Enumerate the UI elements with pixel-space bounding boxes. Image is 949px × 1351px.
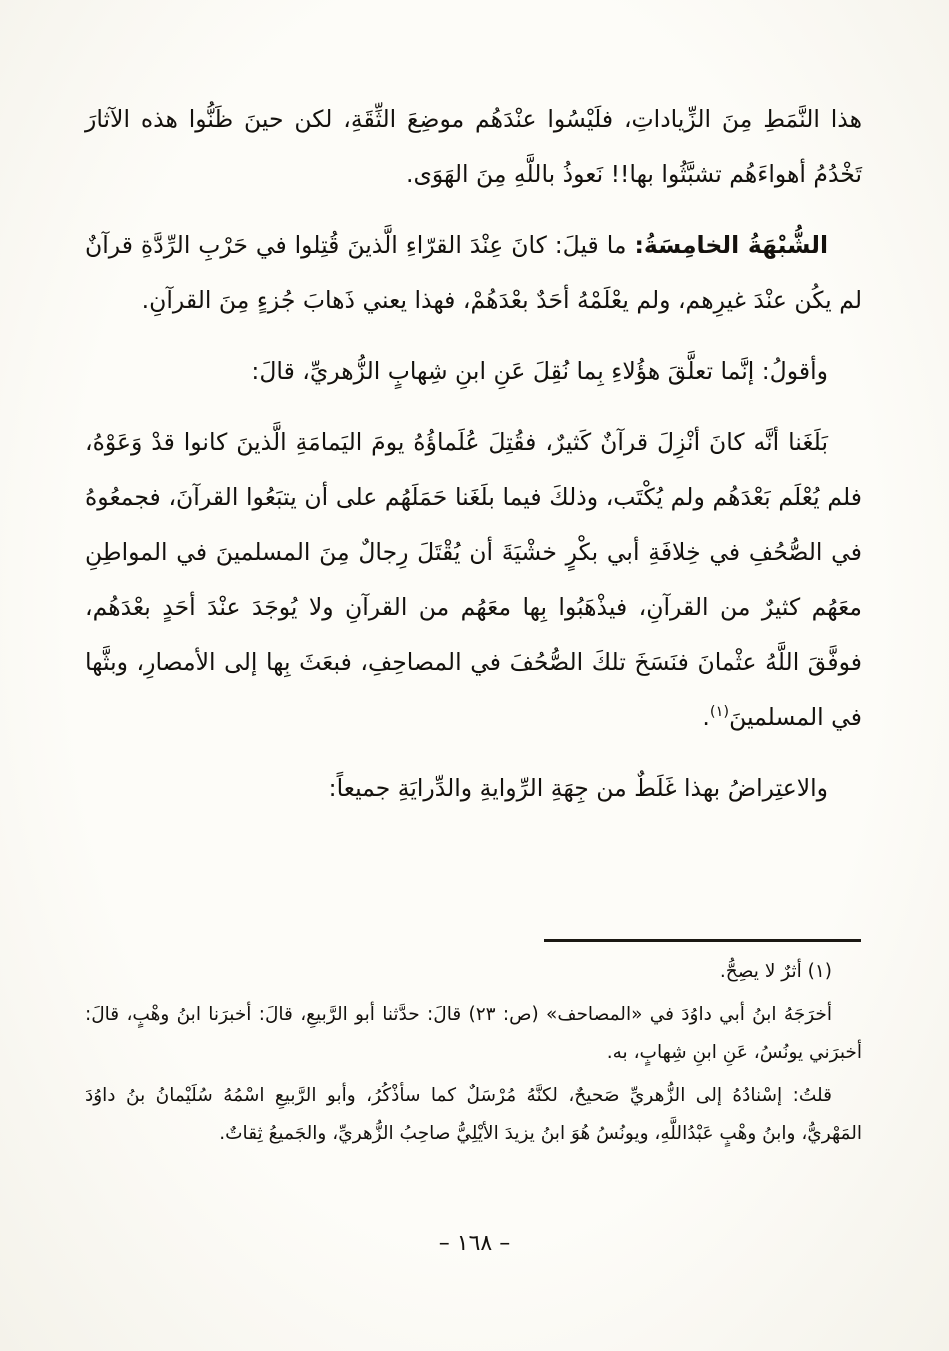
body-paragraph — [85, 218, 862, 328]
body-paragraph: والاعتِراضُ بهذا غَلَطٌ من جِهَةِ الرِّوايةِ والدِّرايَةِ جميعاً: — [328, 774, 828, 802]
body-paragraph-text: ما قيلَ: كانَ عِنْدَ القرّاءِ الَّذينَ قُتِلوا في حَرْبِ الرِّدَّةِ قرآنٌ لم يكُن عنْدَ غيرِهم، ولم يعْلَمْهُ أحَدٌ بعْدَهُمْ، فهذا يعني ذَهابَ جُزءٍ مِنَ القرآنِ. — [85, 231, 862, 314]
main-text-block — [85, 92, 862, 832]
page-number: – ١٦٨ – — [438, 1231, 511, 1256]
subhead-fifth-doubt: الشُّبْهَةُ الخامِسَةُ: — [634, 231, 828, 259]
narration-text: بَلَغَنا أنَّه كانَ أنْزِلَ قرآنٌ كَثيرٌ، فقُتِلَ عُلَماؤُهُ يومَ اليَمامَةِ الَّذينَ كانوا قدْ وَعَوْهُ، فلم يُعْلَم بَعْدَهُم ولم يُكْتَب، وذلكَ فيما بلَغَنا حَمَلَهُم على أن يتبَعُوا القرآنَ، فجمعُوهُ في الصُّحُفِ في خِلافَةِ أبي بكْرٍ خشْيَةَ أن يُقْتَلَ رِجالٌ مِنَ المسلمينَ في المواطِنِ معَهُم كثيرٌ من القرآنِ، فيذْهَبُوا بِها معَهُم من القرآنِ ولا يُوجَدَ عنْدَ أحَدٍ بعْدَهُم، فوفَّقَ اللَّهُ عثْمانَ فنَسَخَ تلكَ الصُّحُفَ في المصاحِفِ، فبعَثَ بِها إلى الأمصارِ، وبثَّها في المسلمينَ — [85, 428, 862, 731]
footnote-line: (١) أثرٌ لا يصِحُّ. — [719, 961, 832, 982]
footnote-line: أخرَجَهُ ابنُ أبي داوُدَ في «المصاحف» (ص: ٢٣) قالَ: حدَّثنا أبو الرَّبيعِ، قالَ: أخبرَنا ابنُ وهْبٍ، قالَ: أخبرَني يونُسُ، عَنِ ابنِ شِهابٍ، به. — [85, 1004, 862, 1063]
footnote-reference-marker: (١) — [709, 703, 730, 721]
body-paragraph: هذا النَّمَطِ مِنَ الزِّياداتِ، فلَيْسُوا عنْدَهُم موضِعَ الثِّقَةِ، لكن حينَ ظَنُّوا هذه الآثارَ تَخْدُمُ أهواءَهُم تشبَّثُوا بها!! نَعوذُ باللَّهِ مِنَ الهَوَى. — [85, 105, 862, 188]
footnote-divider — [544, 939, 861, 942]
body-paragraph: وأقولُ: إنَّما تعلَّقَ هؤُلاءِ بِما نُقِلَ عَنِ ابنِ شِهابٍ الزُّهريِّ، قالَ: — [251, 357, 828, 385]
body-paragraph quoted-narration — [85, 415, 862, 745]
footnote-line: قلتُ: إسْنادُهُ إلى الزُّهريِّ صَحيحٌ، لكنَّهُ مُرْسَلٌ كما سأذْكُرُ، وأبو الرَّبيعِ اسْمُهُ سُلَيْمانُ بنُ داوُدَ المَهْريُّ، وابنُ وهْبٍ عَبْدُاللَّهِ، ويونُسُ هُوَ ابنُ يزيدَ الأيْلِيُّ صاحِبُ الزُّهريِّ، والجَميعُ ثِقاتٌ. — [85, 1085, 862, 1144]
footnotes-block — [85, 953, 862, 1158]
sentence-period: . — [702, 703, 710, 731]
